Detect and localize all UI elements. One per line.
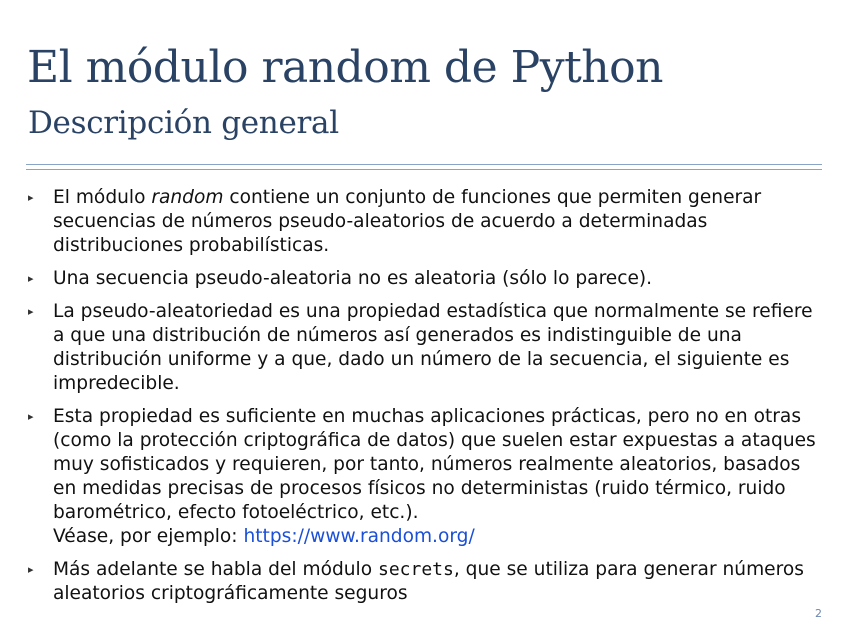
bullet-triangle-icon: ▸: [28, 272, 34, 285]
bullet-triangle-icon: ▸: [28, 563, 34, 576]
bullet-item: [28, 558, 828, 606]
bullet-item: [28, 186, 828, 258]
bullet-text: [53, 406, 816, 547]
random-org-link[interactable]: https://www.random.org/: [243, 526, 475, 547]
bullet-triangle-icon: ▸: [28, 305, 34, 318]
bullet-item: [28, 405, 828, 549]
module-name-emphasis: random: [151, 187, 224, 208]
title-divider-bottom: [26, 169, 822, 170]
bullet-text-part: , que se utiliza para generar números aleatorios criptográficamente seguros: [53, 559, 804, 604]
bullet-text-part: Esta propiedad es suficiente en muchas aplicaciones prácticas, pero no en otras (como la protección criptográfica de datos) que suelen estar expuestas a ataques muy sofisticados y requieren, por tanto, números realmente aleatorios, basados en medidas precisas de procesos físicos no deterministas (ruido térmico, ruido barométrico, efecto fotoeléctrico, etc.).: [53, 406, 816, 523]
bullet-triangle-icon: ▸: [28, 410, 34, 423]
bullet-text: Una secuencia pseudo-aleatoria no es aleatoria (sólo lo parece).: [53, 268, 653, 289]
slide-subtitle: Descripción general: [28, 105, 339, 141]
secrets-module-code: secrets: [378, 559, 454, 580]
bullet-item: [28, 300, 828, 396]
page-number: 2: [815, 607, 822, 620]
bullet-item: [28, 267, 828, 291]
title-divider-top: [26, 164, 822, 165]
bullet-text-part: contiene un conjunto de funciones que permiten generar secuencias de números pseudo-aleatorios de acuerdo a determinadas distribuciones probabilísticas.: [53, 187, 762, 256]
bullet-text: La pseudo-aleatoriedad es una propiedad estadística que normalmente se refiere a que una distribución de números así generados es indistinguible de una distribución uniforme y a que, dado un número de la secuencia, el siguiente es impredecible.: [53, 301, 813, 394]
slide-title: El módulo random de Python: [27, 42, 663, 93]
bullet-text: [53, 559, 804, 604]
bullet-text: [53, 187, 761, 256]
bullet-list: [28, 186, 828, 615]
see-also-label: Véase, por ejemplo:: [53, 526, 244, 547]
bullet-triangle-icon: ▸: [28, 191, 34, 204]
bullet-text-part: Más adelante se habla del módulo: [53, 559, 378, 580]
bullet-text-part: El módulo: [53, 187, 152, 208]
